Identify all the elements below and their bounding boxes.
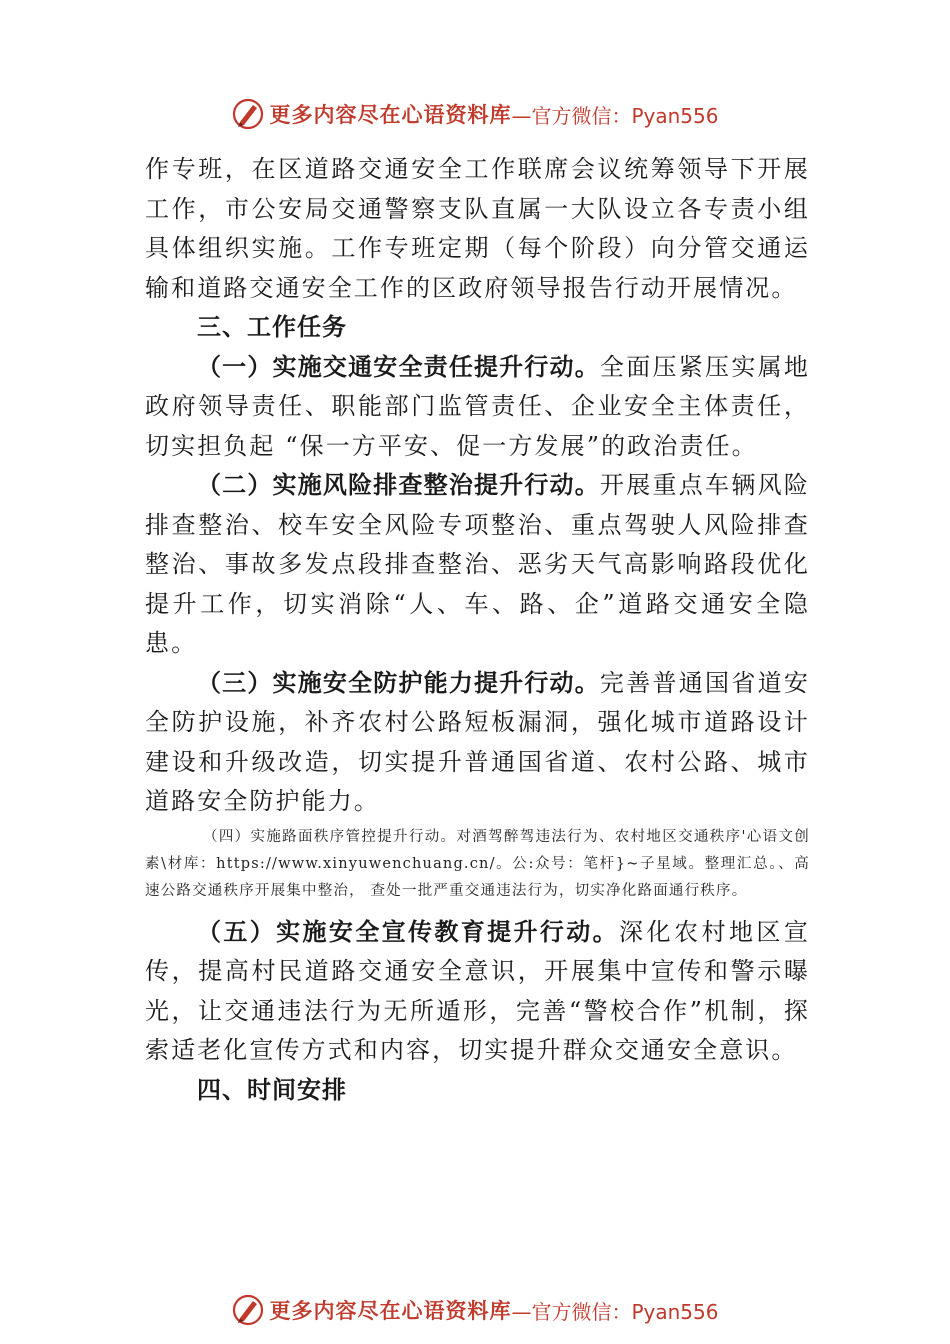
watermark-suffix: —官方微信：Pyan556 [511, 1299, 719, 1324]
section-heading-4: 四、时间安排 [197, 1075, 347, 1104]
task-item-4-small: （四）实施路面秩序管控提升行动。对酒驾醉驾违法行为、农村地区交通秩序'心语文创素\材库：https://www.xinyuwenchuang.cn/。公:众号：笔杆}~子星域。整理汇总。、高速公路交通秩序开展集中整治， 查处一批严重交通违法行为，切实净化路面通行秩序。 [145, 828, 810, 899]
pen-logo-icon [231, 1293, 265, 1327]
pen-logo-icon [231, 97, 265, 131]
watermark-banner-top [0, 94, 950, 134]
task-item-2-title: （二）实施风险排查整治提升行动。 [197, 471, 600, 499]
task-item-1-text: 全面压紧压实属地政府领导责任、职能部门监管责任、企业安全主体责任，切实担负起 “保一方平安、促一方发展”的政治责任。 [145, 352, 810, 460]
task-item-5-title: （五）实施安全宣传教育提升行动。 [197, 917, 620, 946]
section-heading-3: 三、工作任务 [197, 313, 347, 341]
task-item-2 [145, 466, 810, 664]
intro-paragraph: 作专班，在区道路交通安全工作联席会议统筹领导下开展工作，市公安局交通警察支队直属一大队设立各专责小组具体组织实施。工作专班定期（每个阶段）向分管交通运输和道路交通安全工作的区政府领导报告行动开展情况。 [145, 155, 810, 302]
watermark-suffix: —官方微信：Pyan556 [511, 103, 719, 128]
watermark-text: 更多内容尽在心语资料库 [269, 102, 512, 127]
task-item-3-title: （三）实施安全防护能力提升行动。 [197, 668, 600, 697]
document-body [145, 150, 810, 1110]
watermark-text: 更多内容尽在心语资料库 [269, 1298, 512, 1323]
task-item-1-title: （一）实施交通安全责任提升行动。 [197, 352, 600, 381]
task-item-5 [145, 913, 810, 1071]
task-item-5-text: 深化农村地区宣传，提高村民道路交通安全意识，开展集中宣传和警示曝光，让交通违法行为无所遁形，完善“警校合作”机制，探索适老化宣传方式和内容，切实提升群众交通安全意识。 [145, 917, 811, 1064]
task-item-1 [145, 348, 810, 467]
task-item-3-text: 完善普通国省道安全防护设施，补齐农村公路短板漏洞，强化城市道路设计建设和升级改造，切实提升普通国省道、农村公路、城市道路安全防护能力。 [145, 668, 810, 815]
task-item-3 [145, 664, 810, 822]
task-item-2-text: 开展重点车辆风险排查整治、校车安全风险专项整治、重点驾驶人风险排查整治、事故多发点段排查整治、恶劣天气高影响路段优化提升工作，切实消除“人、车、路、企”道路交通安全隐患。 [145, 471, 810, 657]
watermark-banner-bottom [0, 1290, 950, 1330]
